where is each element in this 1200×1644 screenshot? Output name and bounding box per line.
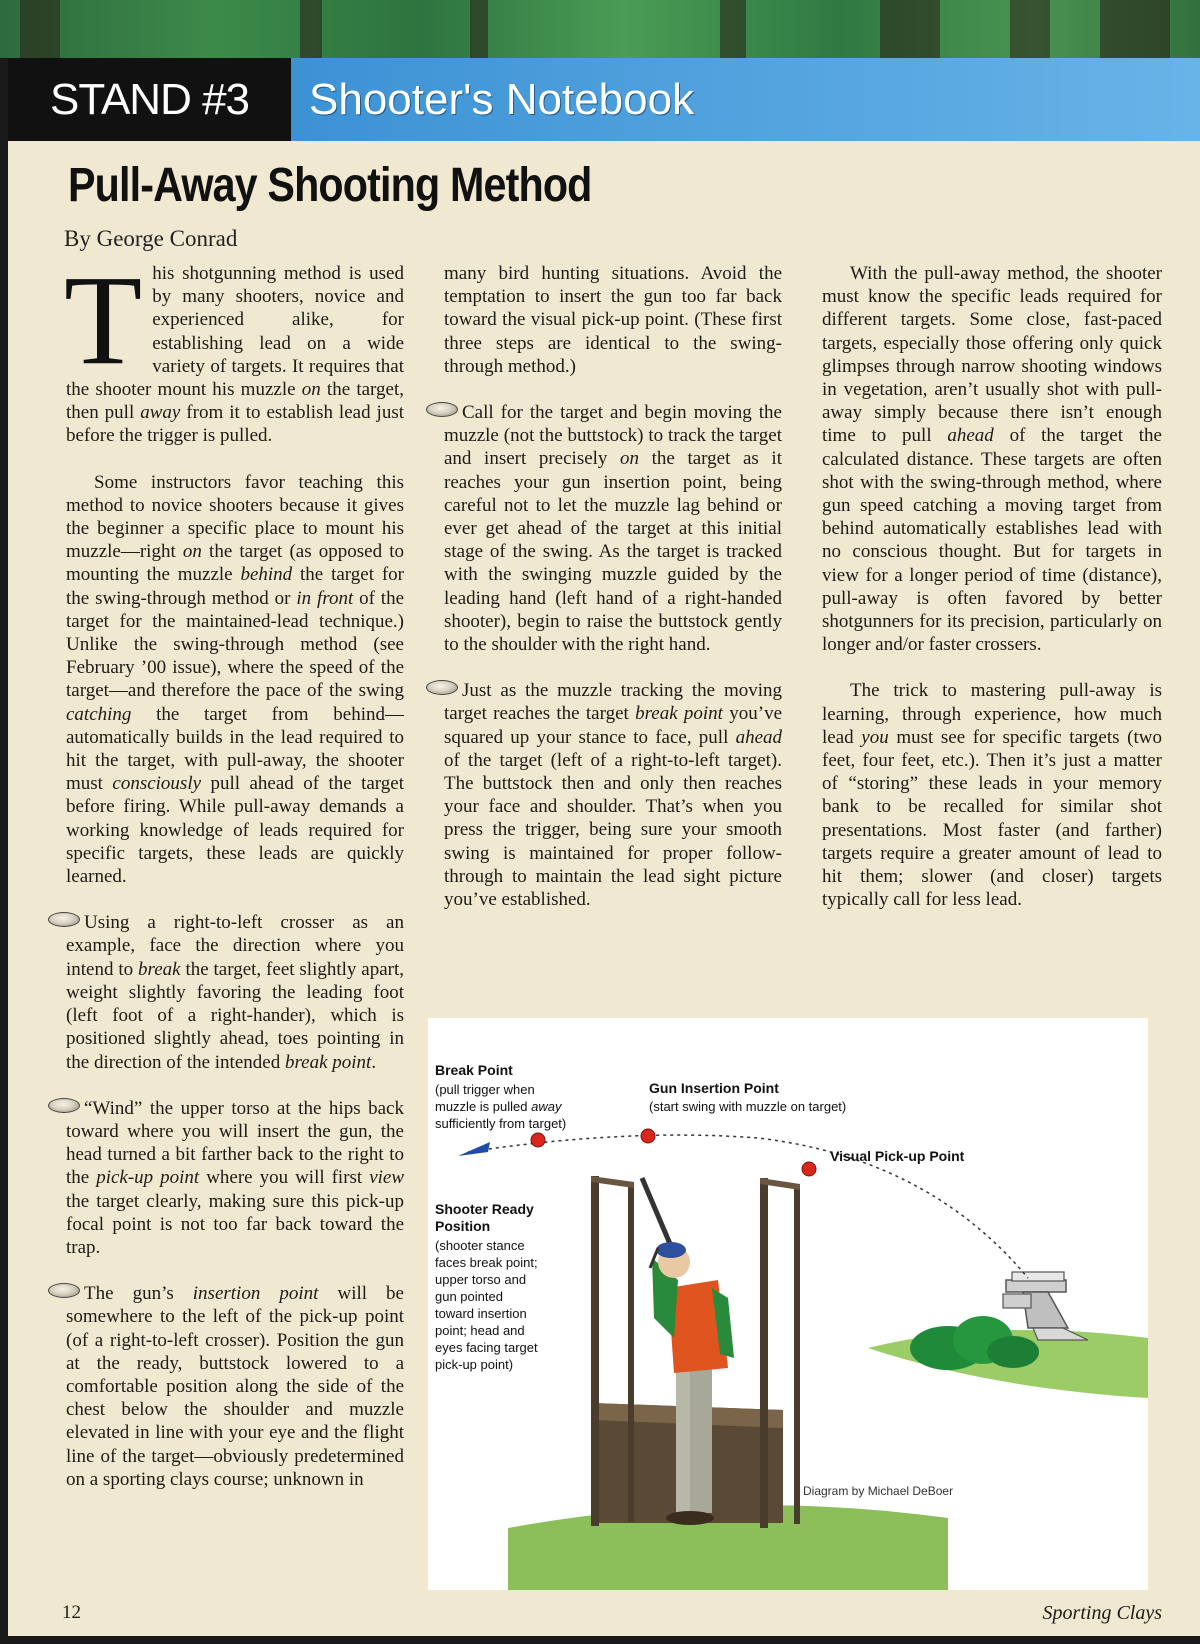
step-2: “Wind” the upper torso at the hips back toward where you will insert the gun, the head turned a bit farther back to the right to the pick-up point where you will first view the target clearly, making sure this pick-up focal point is not too far back toward the trap. [66, 1097, 404, 1259]
clay-target-icon [48, 1098, 80, 1113]
shooter-ready-title-2: Position [435, 1218, 491, 1234]
trap-machine-icon [1003, 1272, 1088, 1340]
step-3: The gun’s insertion point will be somewhere to the left of the pick-up point (of a right-to-left crosser). Position the gun at the ready, buttstock lowered to a comfortable position along the side of the chest below the shoulder and muzzle elevated in line with your eye and the flight line of the target—obviously predetermined on a sporting clays course; unknown in [66, 1282, 404, 1491]
clay-target-icon [426, 402, 458, 417]
paragraph: many bird hunting situations. Avoid the temptation to insert the gun too far back toward the visual pick-up point. (These first three steps are identical to the swing-through method.) [444, 263, 782, 377]
break-point-desc-1: (pull trigger when [435, 1082, 535, 1097]
section-label: Shooter's Notebook [309, 74, 695, 124]
stand-label: STAND #3 [49, 74, 250, 124]
article-title: Pull-Away Shooting Method [68, 159, 592, 212]
break-point-desc-2a: muzzle is pulled [435, 1099, 532, 1114]
shooter-ready-desc-1: (shooter stance [435, 1238, 525, 1253]
pickup-point-marker [802, 1162, 816, 1176]
section-banner [8, 58, 1200, 141]
break-point-title: Break Point [435, 1062, 513, 1078]
drop-cap: T [64, 249, 143, 391]
column-3 [822, 262, 1162, 934]
byline: By George Conrad [64, 226, 238, 251]
paragraph: Some instructors favor teaching this method to novice shooters because it gives the beginner a specific place to mount his muzzle—right on the target (as opposed to mounting the muzzle behind the target for the swing-through method or in front of the target for the maintained-lead technique.) Unlike the swing-through method (see February ’00 issue), where the speed of the target—and therefore the pace of the swing catching the target from behind—automatically builds in the lead required to hit the target, with pull-away, the shooter must consciously pull ahead of the target before firing. While pull-away demands a working knowledge of leads required for specific targets, these leads are quickly learned. [66, 471, 405, 888]
step-1: Using a right-to-left crosser as an example, face the direction where you intend to break the target, feet slightly apart, weight slightly favoring the leading foot (left foot of a right-hander), which is positioned slightly ahead, toes pointing in the direction of the intended break point. [66, 911, 404, 1073]
step-5: Just as the muzzle tracking the moving target reaches the target break point you’ve squared up your stance to face, pull ahead of the target (left of a right-to-left target). The buttstock then and only then reaches your face and shoulder. That’s when you press the trigger, being sure your smooth swing is maintained for proper follow-through to maintain the lead sight picture you’ve established. [444, 679, 782, 911]
column-2 [444, 262, 782, 934]
magazine-name: Sporting Clays [1042, 1602, 1162, 1624]
step-4: Call for the target and begin moving the muzzle (not the buttstock) to track the target and insert precisely on the target as it reaches your gun insertion point, being careful not to let the muzzle lag behind or ever get ahead of the target at this initial stage of the swing. As the target is tracked with the swinging muzzle guided by the leading hand (left hand of a right-handed shooter), begin to raise the buttstock gently to the shoulder with the right hand. [444, 401, 782, 656]
break-point-marker [531, 1133, 545, 1147]
clay-target-icon [48, 1283, 80, 1298]
header-photo [0, 0, 1200, 58]
paragraph: With the pull-away method, the shooter must know the specific leads required for different targets. Some close, fast-paced targets, especially those offering only quick glimpses through narrow shooting windows in vegetation, aren’t usually shot with pull-away simply because there isn’t enough time to pull ahead of the target the calculated distance. These targets are often shot with the swing-through method, where gun speed catching a moving target from behind automatically establishes lead with no conscious thought. But for targets in view for a longer period of time (distance), pull-away is often favored by better shotgunners for its precision, particularly on longer and/or faster crossers. [822, 263, 1162, 656]
break-point-desc-2b: away [531, 1099, 562, 1114]
shooter-ready-desc-5: toward insertion [435, 1306, 527, 1321]
visual-pickup-title: Visual Pick-up Point [830, 1148, 965, 1164]
bush-icon [910, 1316, 1039, 1370]
page-number: 12 [62, 1602, 81, 1623]
column-1 [64, 249, 405, 1514]
left-border [0, 58, 8, 1644]
insertion-point-marker [641, 1129, 655, 1143]
shooter-ready-desc-2: faces break point; [435, 1255, 538, 1270]
clay-target-icon [48, 912, 80, 927]
pull-away-diagram [428, 1018, 1148, 1590]
break-point-desc-2 [435, 1098, 561, 1116]
paragraph: This shotgunning method is used by many shooters, novice and experienced alike, for establishing lead on a wide variety of targets. It requires that the shooter mount his muzzle on the target, then pull away from it to establish lead just before the trigger is pulled. [64, 249, 405, 447]
shooter-ready-desc-6: point; head and [435, 1323, 525, 1338]
broken-target-icon [458, 1142, 490, 1156]
paragraph: The trick to mastering pull-away is learning, through experience, how much lead you must see for specific targets (two feet, four feet, etc.). Then it’s just a matter of “storing” these leads in your memory bank to be recalled for similar shot presentations. Most faster (and farther) targets require a greater amount of lead to hit them; slower (and closer) targets typically call for less lead. [822, 680, 1162, 911]
shooter-ready-desc-7: eyes facing target [435, 1340, 538, 1355]
shooter-ready-title-1: Shooter Ready [435, 1201, 534, 1217]
shooter-ready-desc-3: upper torso and [435, 1272, 527, 1287]
shooter-ready-desc-8: pick-up point) [435, 1357, 514, 1372]
gun-insertion-title: Gun Insertion Point [649, 1080, 779, 1096]
diagram-credit: Diagram by Michael DeBoer [803, 1484, 954, 1498]
gun-insertion-desc: (start swing with muzzle on target) [649, 1099, 847, 1114]
stand-label-box [8, 58, 291, 141]
break-point-desc-3: sufficiently from target) [435, 1116, 567, 1131]
section-label-box [291, 58, 1200, 141]
clay-target-icon [426, 680, 458, 695]
bottom-border [0, 1636, 1200, 1644]
shooter-ready-desc-4: gun pointed [435, 1289, 503, 1304]
